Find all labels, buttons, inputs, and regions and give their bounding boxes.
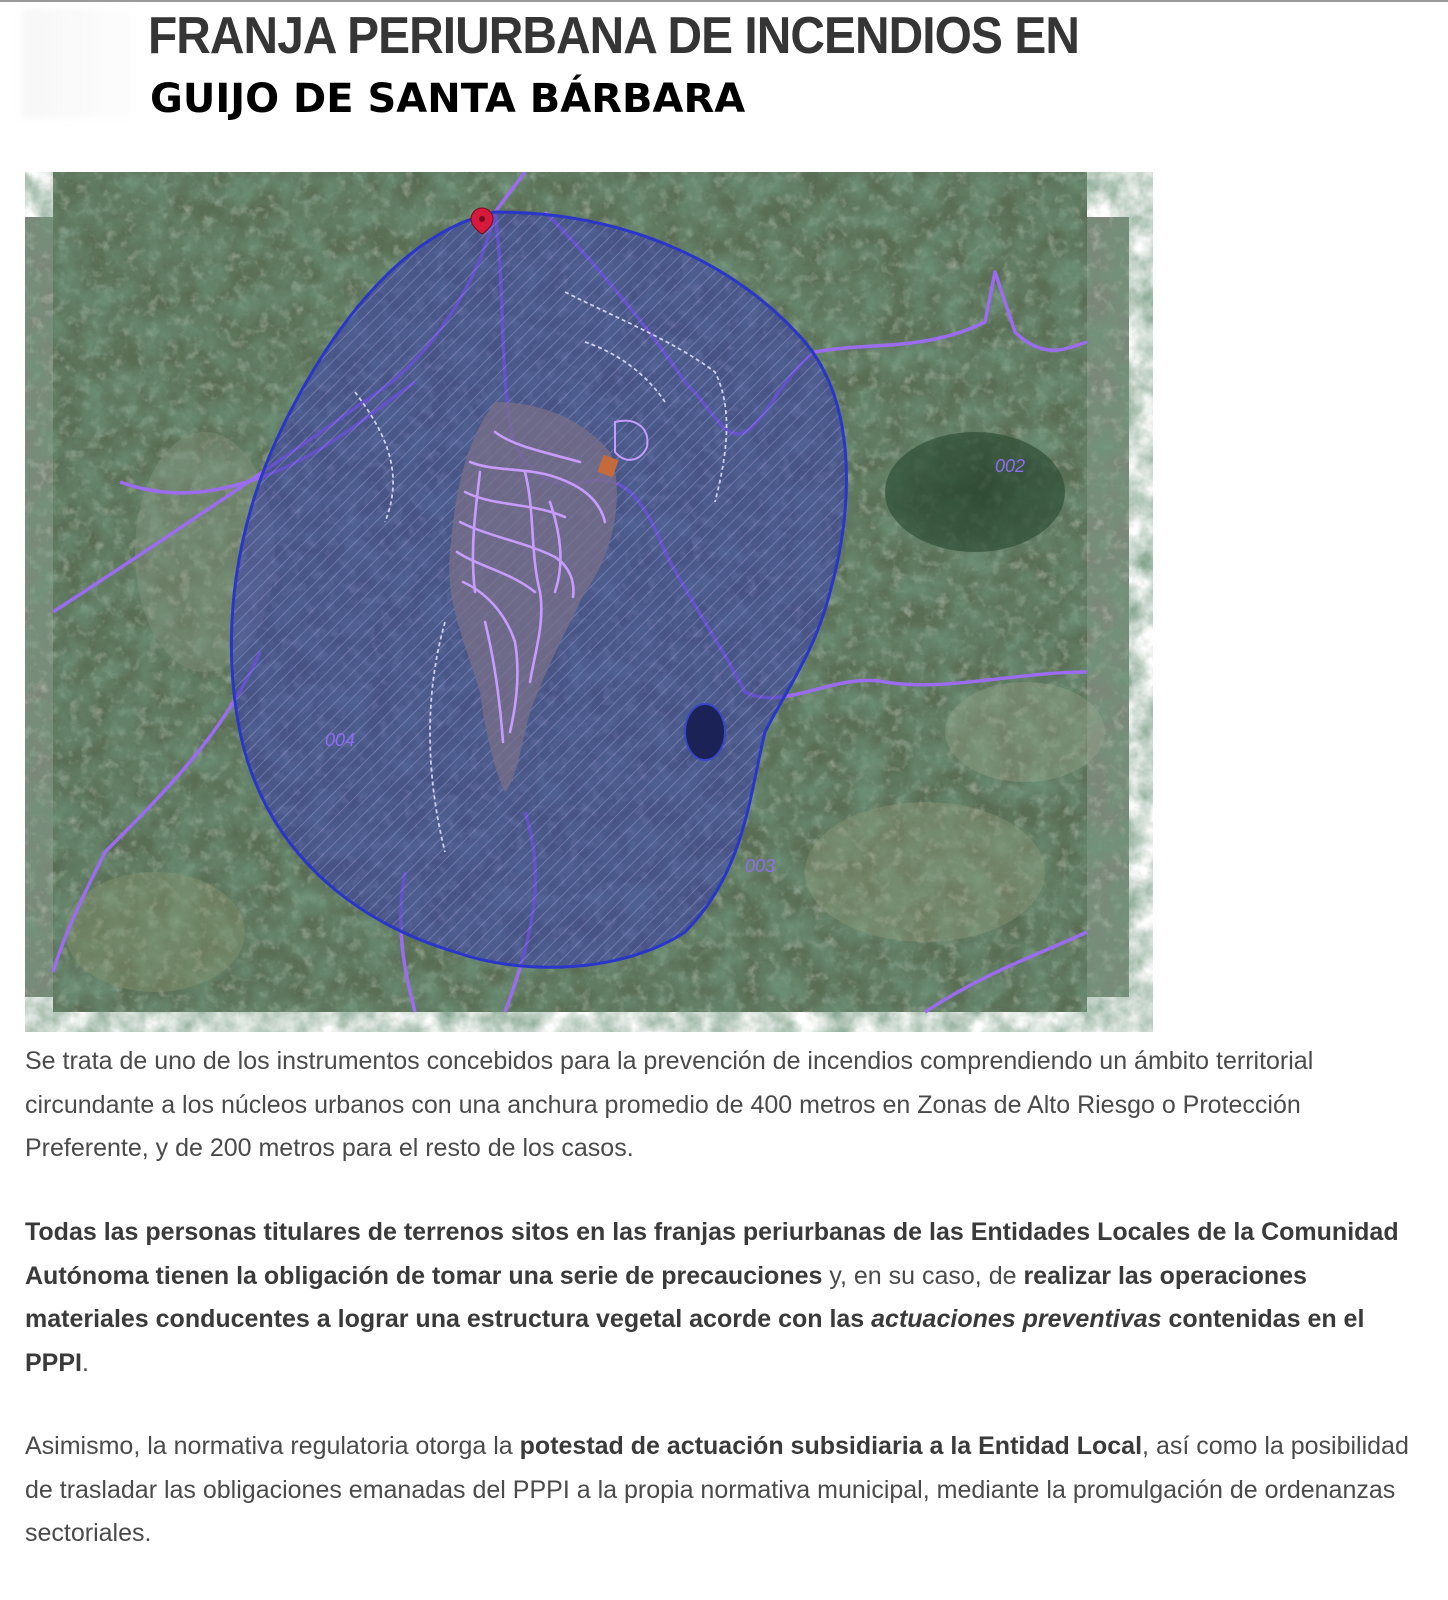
- page-title: FRANJA PERIURBANA DE INCENDIOS EN: [148, 7, 1079, 65]
- obligation-bold-c: contenidas en el PPPI: [25, 1305, 1365, 1377]
- obligation-text-a: y, en su caso, de: [822, 1261, 1024, 1290]
- faded-background-text: [22, 8, 132, 118]
- obligation-italic: actuaciones preventivas: [871, 1305, 1162, 1333]
- obligation-bold-b: realizar las operaciones materiales conducentes a lograr una estructura vegetal acorde con las: [25, 1261, 1307, 1333]
- obligation-bold-a: Todas las personas titulares de terrenos sitos en las franjas periurbanas de las Entidades Locales de la Comunidad Autónoma tienen la obligación de tomar una serie de precauciones: [25, 1218, 1399, 1290]
- polygon-label-002: 002: [995, 456, 1026, 476]
- subsidiary-text-b: , así como la posibilidad de trasladar las obligaciones emanadas del PPPI a la propia normativa municipal, mediante la promulgación de ordenanzas sectoriales.: [25, 1432, 1409, 1547]
- reservoir-spot: [685, 704, 725, 760]
- polygon-label-003: 003: [745, 856, 776, 876]
- top-rule: [0, 0, 1448, 2]
- obligation-text-b: .: [81, 1348, 89, 1377]
- paragraph-obligations: [25, 1211, 1425, 1385]
- map-svg: [25, 172, 1153, 1032]
- polygon-label-004: 004: [325, 730, 356, 750]
- paragraph-definition: [25, 1040, 1425, 1171]
- subsidiary-bold: potestad de actuación subsidiaria a la Entidad Local: [519, 1432, 1143, 1460]
- page-subtitle: GUIJO DE SANTA BÁRBARA: [150, 76, 746, 122]
- paragraph-definition-text: Se trata de uno de los instrumentos concebidos para la prevención de incendios comprendiendo un ámbito territorial circundante a los núcleos urbanos con una anchura promedio de 400 metros en Zonas de Alto Riesgo o Protección Preferente, y de 200 metros para el resto de los casos.: [25, 1047, 1314, 1162]
- aerial-map: [25, 172, 1153, 1032]
- paragraph-subsidiary: [25, 1425, 1425, 1556]
- subsidiary-text-a: Asimismo, la normativa regulatoria otorga la: [25, 1432, 520, 1460]
